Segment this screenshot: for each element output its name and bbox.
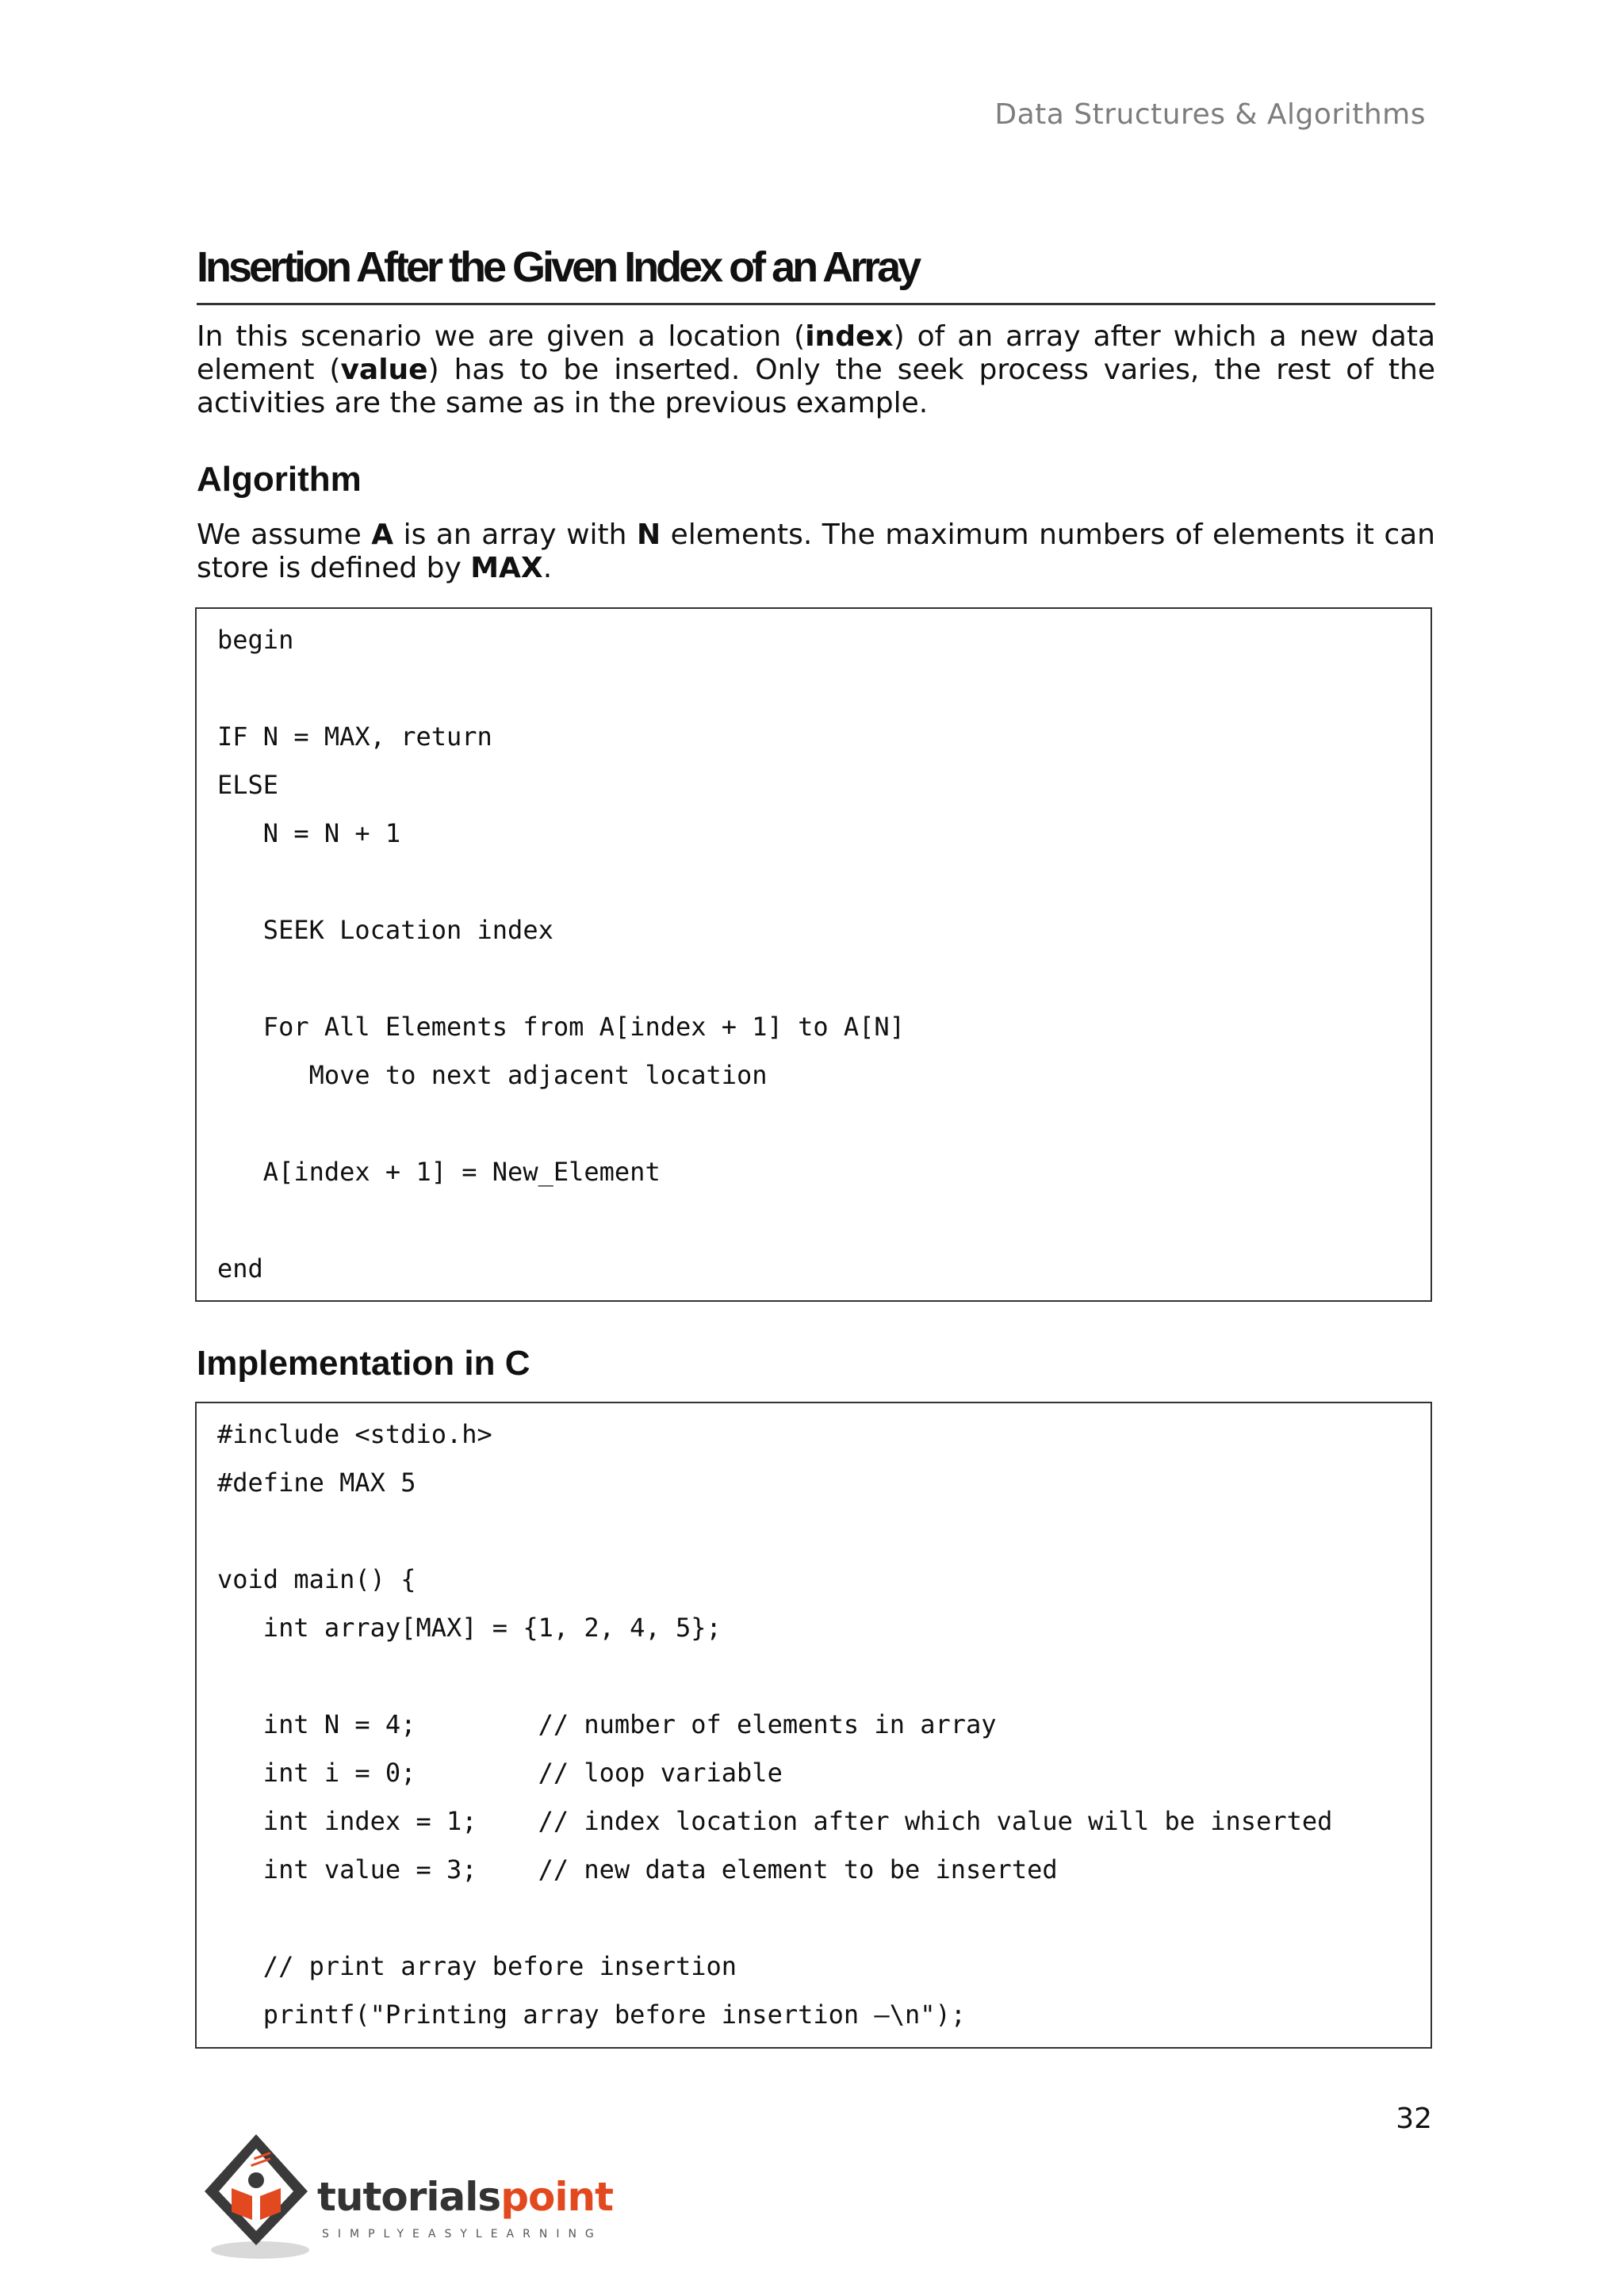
code-line: #define MAX 5 — [217, 1468, 416, 1498]
code-line: #include <stdio.h> — [217, 1419, 492, 1449]
intro-text-3: ) has to be inserted. Only the seek process varies, the rest of the activities are the same as in the previous example. — [197, 354, 1436, 419]
intro-text-2: ) of an array after which a new data element ( — [197, 320, 1436, 386]
implementation-heading: Implementation in C — [197, 1344, 530, 1383]
page-number: 32 — [1396, 2103, 1432, 2135]
code-line: For All Elements from A[index + 1] to A[N] — [217, 1012, 905, 1042]
code-line: printf("Printing array before insertion –\n"); — [217, 1999, 967, 2030]
logo-emblem-icon — [197, 2130, 316, 2264]
code-line: IF N = MAX, return — [217, 721, 492, 752]
code-line: int N = 4; // number of elements in array — [217, 1709, 997, 1739]
code-line: N = N + 1 — [217, 818, 401, 848]
code-line: Move to next adjacent location — [217, 1060, 768, 1090]
code-line: end — [217, 1253, 263, 1284]
algo-term-a: A — [371, 519, 394, 551]
algo-text-2: is an array with — [393, 519, 637, 551]
algorithm-code-block — [195, 607, 1432, 1302]
logo-wordmark — [317, 2174, 613, 2220]
algo-term-max: MAX — [470, 552, 543, 584]
intro-term-value: value — [340, 354, 428, 386]
intro-text-1: In this scenario we are given a location ( — [197, 320, 806, 353]
code-line: A[index + 1] = New_Element — [217, 1157, 661, 1187]
code-line: SEEK Location index — [217, 915, 553, 945]
code-line: begin — [217, 625, 294, 655]
tutorialspoint-logo — [197, 2130, 641, 2264]
intro-paragraph — [197, 320, 1435, 420]
algo-text-1: We assume — [197, 519, 372, 551]
algorithm-heading: Algorithm — [197, 460, 362, 499]
algorithm-description — [197, 519, 1435, 585]
intro-term-index: index — [805, 320, 894, 353]
algo-text-4: . — [542, 552, 553, 584]
logo-tagline: SIMPLYEASYLEARNING — [322, 2228, 603, 2241]
code-line: int array[MAX] = {1, 2, 4, 5}; — [217, 1613, 722, 1643]
algo-text-3: elements. The maximum numbers of elements it can store is defined by — [197, 519, 1436, 584]
logo-word-point: point — [500, 2174, 613, 2220]
algo-term-n: N — [636, 519, 661, 551]
code-line: // print array before insertion — [217, 1951, 737, 1981]
title-divider — [197, 303, 1435, 305]
code-line: int i = 0; // loop variable — [217, 1758, 783, 1788]
code-line: ELSE — [217, 770, 279, 800]
code-line: int value = 3; // new data element to be inserted — [217, 1854, 1058, 1885]
running-header: Data Structures & Algorithms — [994, 98, 1426, 131]
c-code-block — [195, 1402, 1432, 2049]
logo-word-tutorials: tutorials — [317, 2174, 501, 2220]
code-line: int index = 1; // index location after which value will be inserted — [217, 1806, 1333, 1836]
section-title: Insertion After the Given Index of an Array — [197, 243, 919, 291]
code-line: void main() { — [217, 1564, 416, 1594]
